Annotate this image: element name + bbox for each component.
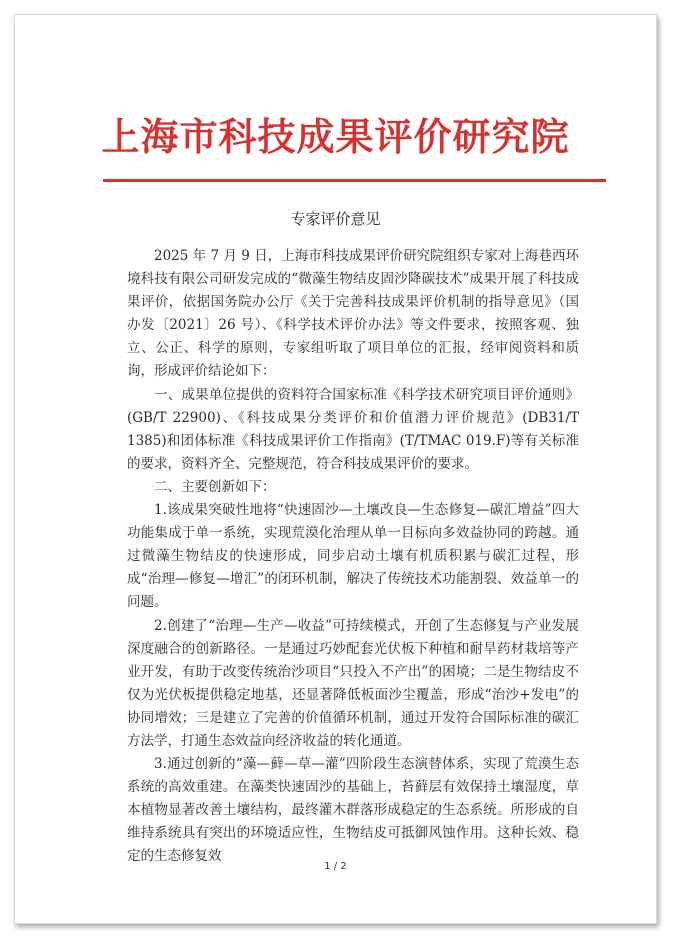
page-number: 1 / 2 [324,861,347,872]
header-rule [103,179,606,182]
document-page [14,14,657,924]
paragraph-innovation-2: 2.创建了“治理—生产—收益”可持续模式，开创了生态修复与产业发展深度融合的创新路径。一是通过巧妙配套光伏板下种植和耐旱药材栽培等产业开发，有助于改变传统治沙项目“只投入不产出”的困境；二是生物结皮不仅为光伏板提供稳定地基，还显著降低板面沙尘覆盖，形成“治沙+发电”的协同增效；三是建立了完善的价值循环机制，通过开发符合国际标准的碳汇方法学，打通生态效益向经济收益的转化通道。 [127,617,579,749]
paragraph-innovation-3: 3.通过创新的“藻—藓—草—灌”四阶段生态演替体系，实现了荒漠生态系统的高效重建。在藻类快速固沙的基础上，苔藓层有效保持土壤湿度，草本植物显著改善土壤结构，最终灌木群落形成稳定的生态系统。所形成的自维持系统具有突出的环境适应性，生物结皮可抵御风蚀作用。这种长效、稳定的生态修复效 [127,756,579,865]
paragraph-innovation-1: 1.该成果突破性地将“快速固沙—土壤改良—生态修复—碳汇增益”四大功能集成于单一系统，实现荒漠化治理从单一目标向多效益协同的跨越。通过微藻生物结皮的快速形成，同步启动土壤有机质积累与碳汇过程，形成“治理—修复—增汇”的闭环机制，解决了传统技术功能割裂、效益单一的问题。 [127,502,579,611]
paragraph-section-1: 一、成果单位提供的资料符合国家标准《科学技术研究项目评价通则》(GB/T 22900)、《科技成果分类评价和价值潜力评价规范》(DB31/T 1385)和团体标准《科技成果评价工作指南》(T/TMAC 019.F)等有关标准的要求，资料齐全、完整规范，符合科技成果评价的要求。 [127,386,579,472]
letterhead-title: 上海市科技成果评价研究院 [101,114,570,159]
document-title: 专家评价意见 [290,210,381,228]
document-body [127,245,579,869]
paragraph-section-2-heading: 二、主要创新如下： [154,478,276,495]
paragraph-intro: 2025 年 7 月 9 日，上海市科技成果评价研究院组织专家对上海巷西环境科技有限公司研发完成的“微藻生物结皮固沙降碳技术”成果开展了科技成果评价，依据国务院办公厅《关于完善科技成果评价机制的指导意见》（国办发〔2021〕26 号）、《科学技术评价办法》等文件要求，按照客观、独立、公正、科学的原则，专家组听取了项目单位的汇报，经审阅资料和质询，形成评价结论如下： [127,248,579,380]
